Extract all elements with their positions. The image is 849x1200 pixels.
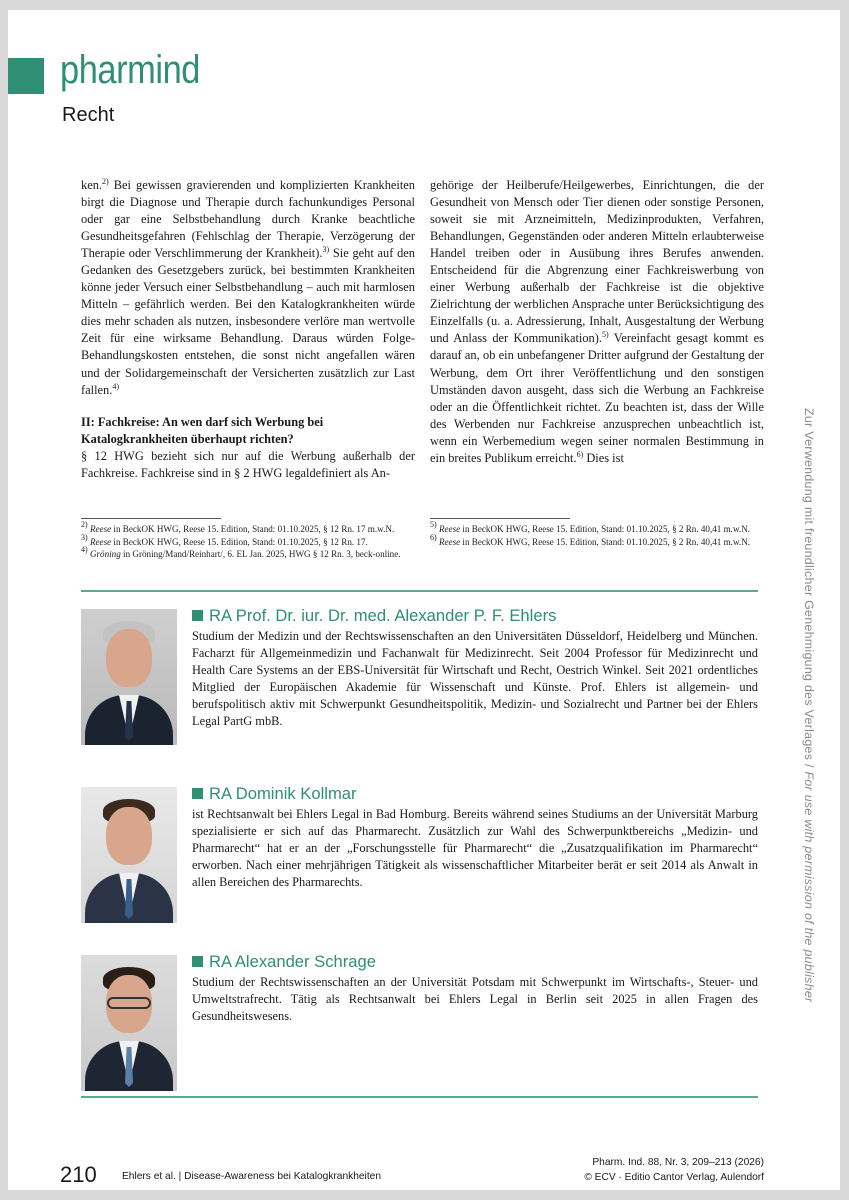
author-bio: ist Rechtsanwalt bei Ehlers Legal in Bad Homburg. Bereits während seines Studiums an der Universität Marburg spezialisierte er sich auf das Pharmarecht. Zusätzlich zur Wahl des Schwerpunktbereichs „Medizin- und Pharmarecht“ hat er an der „Forschungsstelle für Pharmarecht“ die „Zusatzqualifikation im Pharmarecht“ erworben. Nach einer mehrjährigen Tätigkeit als wissenschaftlicher Mitarbeiter berät er seit 2014 als Anwalt in allen Bereichen des Pharmarechts. xyxy=(192,807,758,890)
author-card-schrage xyxy=(81,952,758,1095)
author-photo-ehlers xyxy=(81,609,177,745)
page-number: 210 xyxy=(60,1162,97,1187)
text-column-right xyxy=(430,177,764,467)
page xyxy=(8,10,840,1190)
footnote-ref[interactable]: 2) xyxy=(102,177,109,186)
permission-watermark: Zur Verwendung mit freundlicher Genehmigung des Verlages / For use with permission of the publisher xyxy=(802,408,816,1003)
journal-reference: Pharm. Ind. 88, Nr. 3, 209–213 (2026) © ECV · Editio Cantor Verlag, Aulendorf xyxy=(584,1157,764,1183)
footnote-divider xyxy=(430,518,570,519)
author-divider xyxy=(81,590,758,592)
footnotes-right xyxy=(430,520,764,548)
author-card-kollmar xyxy=(81,784,758,927)
author-name: RA Prof. Dr. iur. Dr. med. Alexander P. F. Ehlers xyxy=(192,606,556,626)
brand-square-icon xyxy=(8,58,44,94)
journal-brand: pharmind xyxy=(60,48,200,92)
author-name: RA Alexander Schrage xyxy=(192,952,376,972)
footnote: $^{3)}$ Reese in BeckOK HWG, Reese 15. Edition, Stand: 01.10.2025, § 12 Rn. 17. xyxy=(81,532,368,547)
author-divider xyxy=(81,1096,758,1098)
paragraph: § 12 HWG bezieht sich nur auf die Werbung außerhalb der Fachkreise. Fachkreise sind in § 2 HWG legaldefiniert als An- xyxy=(81,448,415,480)
footnotes-left xyxy=(81,520,415,561)
footnote: $^{6)}$ Reese in BeckOK HWG, Reese 15. Edition, Stand: 01.10.2025, § 2 Rn. 40,41 m.w.N. xyxy=(430,532,751,547)
footnote: $^{2)}$ Reese in BeckOK HWG, Reese 15. Edition, Stand: 01.10.2025, § 12 Rn. 17 m.w.N. xyxy=(81,520,395,534)
paragraph: ken.$^{2)}$ Bei gewissen gravierenden und komplizierten Krankheiten birgt die Diagnose und Therapie durch fachunkundiges Personal oder gar eine Selbstbehandlung durch Kranke beachtliche Gesundheitsgefahren (Fehlschlag der Therapie, Verzögerung der Therapie oder Verschlimmerung der Krankheit).$^{3)}$ Sie geht auf den Gedanken des Gesetzgebers zurück, bei bestimmten Krankheiten könne jeder Versuch einer Selbstbehandlung – auch mit harmlosen Mitteln – gefährlich werden. Bei den Katalogkrankheiten würde dies mehr schaden als nutzen, insbesondere verlöre man wertvolle Zeit für eine wirksame Behandlung. Daraus würden Folge-Behandlungskosten entstehen, die sonst nicht angefallen wären und der Solidargemeinschaft der Versicherten zusätzlich zur Last fallen.$^{4)}$ xyxy=(81,177,415,397)
paragraph: gehörige der Heilberufe/Heilgewerbes, Einrichtungen, die der Gesundheit von Mensch oder Tier dienen oder sonstige Personen, soweit sie mit Arzneimitteln, Medizinprodukten, Verfahren, Behandlungen, Gegenständen oder anderen Mitteln erlaubterweise Handel treiben oder in Ausübung ihres Berufes anwenden. Entscheidend für die Abgrenzung einer Fachkreiswerbung von einer Werbung außerhalb der Fachkreise ist die objektive Zielrichtung der werblichen Ansprache unter Berücksichtigung des Einzelfalls (u. a. Adressierung, Inhalt, Ausgestaltung der Werbung und Anlass der Kommunikation).$^{5)}$ Vereinfacht gesagt kommt es darauf an, ob ein unbefangener Dritter aufgrund der Gestaltung der Werbung, dem Ort ihrer Veröffentlichung und den sonstigen Umständen davon ausgeht, dass sich die Werbung an Fachkreise oder an die Öffentlichkeit richtet. Zu beachten ist, dass der Wille des Werbenden nur Fachkreise anzusprechen unbeachtlich ist, wenn ein Werbemedium wegen seiner normalen Bestimmung in ein breites Publikum erreicht.$^{6)}$ Dies ist xyxy=(430,178,764,465)
footnote-ref[interactable]: 4) xyxy=(112,381,119,391)
running-footer: Ehlers et al. | Disease-Awareness bei Katalogkrankheiten xyxy=(122,1171,381,1182)
author-bio: Studium der Medizin und der Rechtswissenschaften an den Universitäten Düsseldorf, Heidelberg und München. Facharzt für Allgemeinmedizin und Fachanwalt für Medizinrecht. Seit 2004 Professor für Medizinrecht und Health Care Systems an der EBS-Universität für Wirtschaft und Recht, Oestrich Winkel. Seit 2021 ordentliches Mitglied der Europäischen Akademie für Wissenschaft und Künste. Prof. Ehlers ist allgemein- und berufspolitisch aktiv mit Schwerpunkt Gesundheitspolitik, Medizin- und Sozialrecht und Partner bei der Ehlers Legal PartG mbB. xyxy=(192,629,758,729)
author-photo-kollmar xyxy=(81,787,177,923)
footnote: $^{5)}$ Reese in BeckOK HWG, Reese 15. Edition, Stand: 01.10.2025, § 2 Rn. 40,41 m.w.N. xyxy=(430,520,751,534)
author-card-ehlers xyxy=(81,606,758,749)
author-name: RA Dominik Kollmar xyxy=(192,784,357,804)
section-heading: II: Fachkreise: An wen darf sich Werbung bei Katalogkrankheiten überhaupt richten? xyxy=(81,414,324,446)
author-photo-schrage xyxy=(81,955,177,1091)
author-bio: Studium der Rechtswissenschaften an der Universität Potsdam mit Schwerpunkt im Wirtschafts-, Steuer- und Umweltstrafrecht. Tätig als Rechtsanwalt bei Ehlers Legal in Berlin seit 2025 in allen Fragen des Gesundheitswesens. xyxy=(192,975,758,1024)
footnote-ref[interactable]: 6) xyxy=(576,449,584,459)
footnote: $^{4)}$ Gröning in Gröning/Mand/Reinhart/, 6. EL Jan. 2025, HWG § 12 Rn. 3, beck-online. xyxy=(81,545,401,560)
footnote-divider xyxy=(81,518,221,519)
text-column-left xyxy=(81,177,415,482)
section-title: Recht xyxy=(62,104,115,126)
footnote-ref[interactable]: 3) xyxy=(322,245,330,255)
footnote-ref[interactable]: 5) xyxy=(601,330,609,340)
